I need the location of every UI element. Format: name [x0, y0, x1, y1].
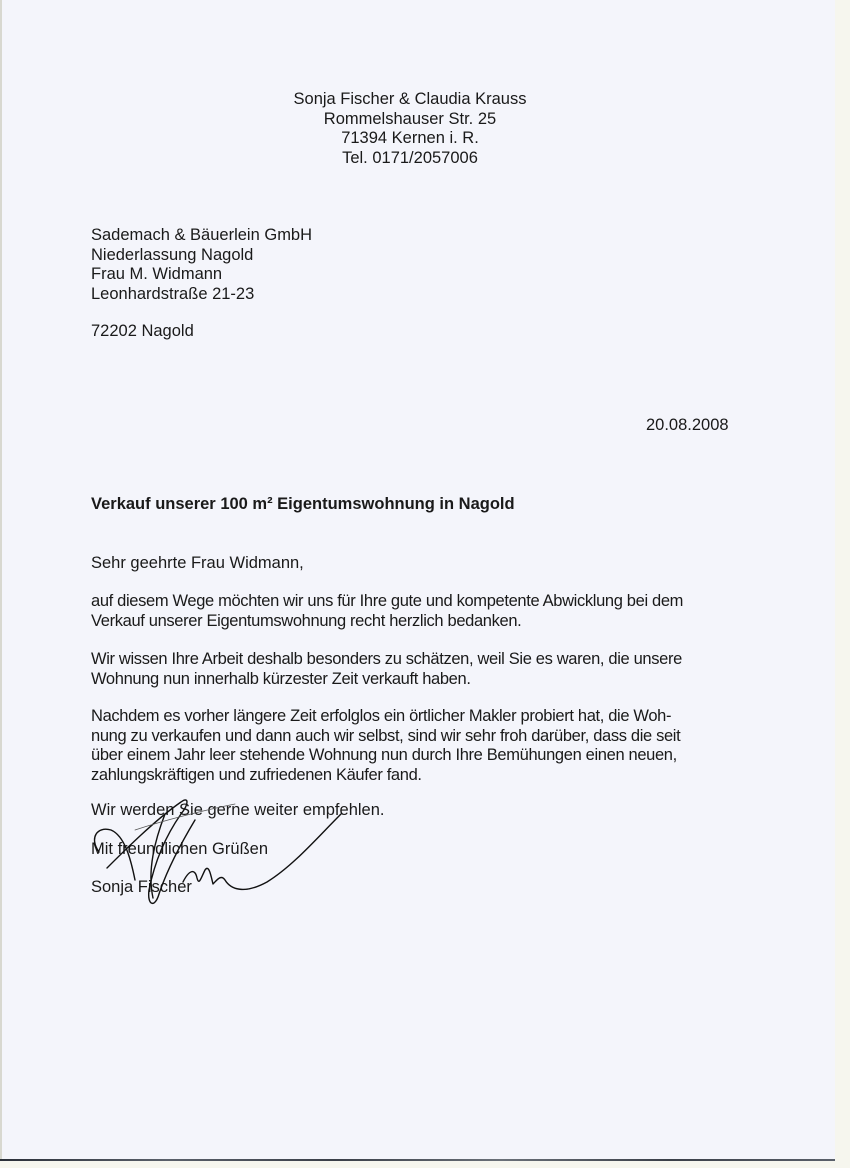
recommendation-line: Wir werden Sie gerne weiter empfehlen.: [91, 801, 385, 819]
body-line: Verkauf unserer Eigentumswohnung recht herzlich bedanken.: [91, 611, 522, 630]
sender-address-block: [0, 90, 820, 168]
closing-greeting: Mit freundlichen Grüßen: [91, 840, 268, 858]
body-paragraph-2: [91, 650, 682, 689]
body-line: Wir wissen Ihre Arbeit deshalb besonders zu schätzen, weil Sie es waren, die unsere: [91, 650, 682, 668]
sender-city: 71394 Kernen i. R.: [341, 129, 479, 147]
body-line: zahlungskräftigen und zufriedenen Käufer fand.: [91, 765, 422, 784]
letter-date: 20.08.2008: [646, 416, 729, 434]
page-left-edge: [0, 0, 2, 1160]
salutation: Sehr geehrte Frau Widmann,: [91, 554, 304, 572]
sender-phone: Tel. 0171/2057006: [342, 148, 478, 167]
body-paragraph-3: [91, 707, 680, 785]
recipient-branch: Niederlassung Nagold: [91, 245, 254, 264]
recipient-city: 72202 Nagold: [91, 322, 194, 340]
recipient-street: Leonhardstraße 21-23: [91, 284, 255, 303]
body-line: auf diesem Wege möchten wir uns für Ihre gute und kompetente Abwicklung bei dem: [91, 592, 684, 610]
subject-line: Verkauf unserer 100 m² Eigentumswohnung in Nagold: [91, 495, 515, 513]
signer-name: Sonja Fischer: [91, 878, 192, 896]
body-paragraph-1: [91, 592, 683, 631]
recipient-company: Sademach & Bäuerlein GmbH: [91, 226, 313, 244]
body-line: über einem Jahr leer stehende Wohnung nun durch Ihre Bemühungen einen neuen,: [91, 746, 677, 764]
body-line: nung zu verkaufen und dann auch wir selbst, sind wir sehr froh darüber, dass die seit: [91, 726, 681, 745]
sender-street: Rommelshauser Str. 25: [323, 109, 497, 128]
page-bottom-edge: [0, 1159, 835, 1161]
recipient-address-block: [91, 226, 312, 304]
sender-name: Sonja Fischer & Claudia Krauss: [293, 90, 527, 108]
recipient-contact: Frau M. Widmann: [91, 265, 223, 283]
body-line: Wohnung nun innerhalb kürzester Zeit verkauft haben.: [91, 669, 471, 688]
body-line: Nachdem es vorher längere Zeit erfolglos ein örtlicher Makler probiert hat, die Woh-: [91, 707, 672, 725]
